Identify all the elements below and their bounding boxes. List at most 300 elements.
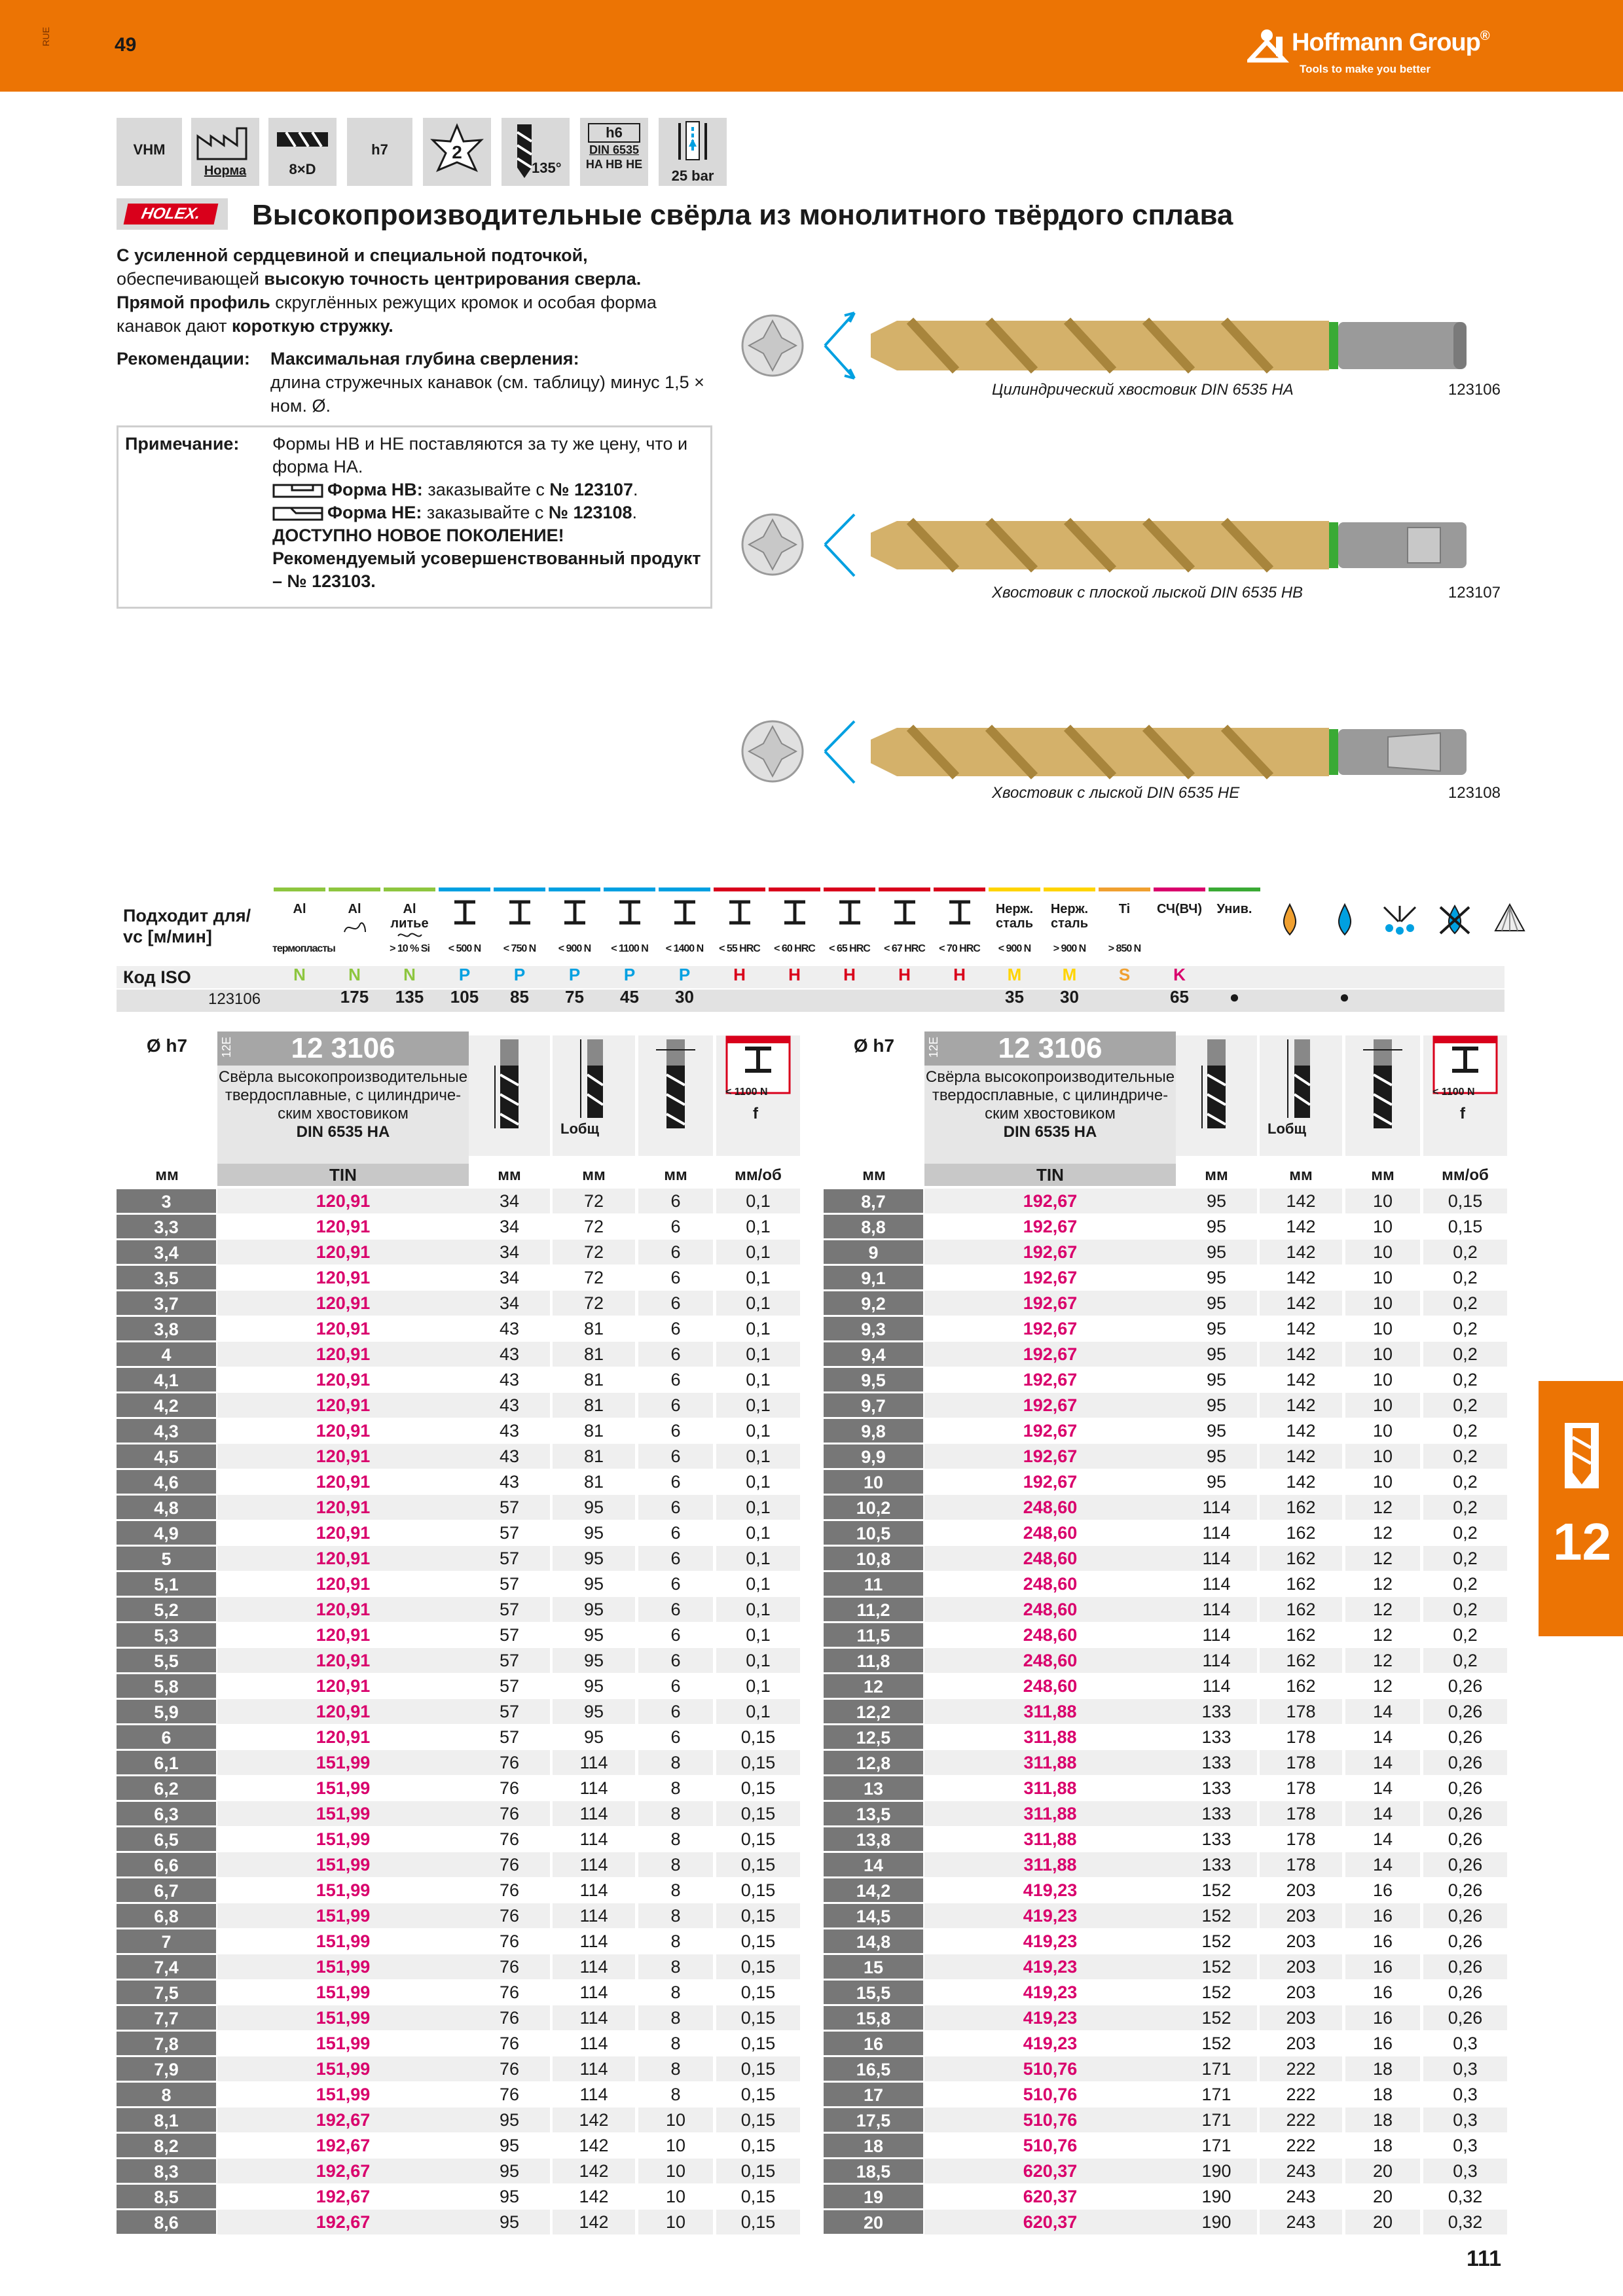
- value-cell: 0,2: [1423, 1240, 1507, 1265]
- table-row: [824, 1393, 1508, 1418]
- product-header: [217, 1031, 469, 1185]
- price-cell[interactable]: 151,99: [217, 1878, 469, 1903]
- price-cell[interactable]: 120,91: [217, 1444, 469, 1469]
- material-col-text: N: [348, 965, 361, 984]
- value-cell: 6: [638, 1291, 713, 1316]
- shank-din: DIN 6535: [589, 143, 640, 156]
- value-cell: 162: [1260, 1648, 1342, 1673]
- value-cell: 0,1: [716, 1674, 800, 1698]
- material-col: [1207, 888, 1262, 1016]
- price-cell[interactable]: 192,67: [217, 2133, 469, 2158]
- table-row: [117, 1418, 801, 1443]
- value-cell: 43: [469, 1418, 550, 1443]
- price-cell[interactable]: 419,23: [924, 1903, 1176, 1928]
- value-cell: 14: [1345, 1725, 1420, 1749]
- material-col-text: < 1100 N: [611, 943, 648, 954]
- value-cell: 0,15: [716, 2159, 800, 2183]
- desc-line: твердосплавные, с цилиндриче-: [932, 1086, 1169, 1104]
- price-cell[interactable]: 192,67: [924, 1265, 1176, 1290]
- table-row: [117, 1342, 801, 1367]
- value-cell: 72: [553, 1189, 635, 1213]
- air-icon: [1490, 902, 1529, 937]
- price-cell[interactable]: 120,91: [217, 1393, 469, 1418]
- value-cell: 6: [638, 1495, 713, 1520]
- diameter-cell: 7,5: [117, 1981, 216, 2004]
- shank-forms: HA HB HE: [585, 158, 643, 171]
- value-cell: 114: [553, 1750, 635, 1775]
- value-cell: 6: [638, 1546, 713, 1571]
- table-row: [117, 1623, 801, 1647]
- price-cell[interactable]: 620,37: [924, 2184, 1176, 2209]
- value-cell: 10: [1345, 1265, 1420, 1290]
- value-cell: 0,26: [1423, 1954, 1507, 1979]
- price-cell[interactable]: 192,67: [924, 1444, 1176, 1469]
- value-cell: 142: [1260, 1265, 1342, 1290]
- diameter-cell: 3,4: [117, 1240, 216, 1264]
- value-cell: 114: [553, 2005, 635, 2030]
- diameter-cell: 8,5: [117, 2185, 216, 2208]
- value-cell: 12: [1345, 1495, 1420, 1520]
- value-cell: 142: [553, 2133, 635, 2158]
- value-cell: 0,15: [716, 1801, 800, 1826]
- price-cell[interactable]: 311,88: [924, 1827, 1176, 1852]
- drill-hb-caption: Хвостовик с плоской лыской DIN 6535 HB: [992, 584, 1304, 601]
- diameter-cell: 7,8: [117, 2032, 216, 2055]
- value-cell: 34: [469, 1189, 550, 1213]
- value-cell: 133: [1176, 1750, 1257, 1775]
- material-col: [1372, 888, 1427, 1016]
- table-row: [117, 2108, 801, 2132]
- coolant-label: 25 bar: [671, 168, 714, 184]
- price-cell[interactable]: 151,99: [217, 1827, 469, 1852]
- material-col-text: S: [1118, 965, 1131, 984]
- value-cell: 114: [553, 2082, 635, 2107]
- price-cell[interactable]: 151,99: [217, 1980, 469, 2005]
- diameter-cell: 8: [117, 2083, 216, 2106]
- recommendation-bold: Максимальная глубина сверления:: [270, 349, 579, 368]
- oil-drop-icon: [1278, 902, 1302, 937]
- table-row: [117, 2082, 801, 2107]
- desc-line-2-bold: высокую точность центрирования сверла.: [264, 269, 642, 289]
- price-cell[interactable]: 248,60: [924, 1648, 1176, 1673]
- price-cell[interactable]: 120,91: [217, 1623, 469, 1647]
- value-cell: 6: [638, 1444, 713, 1469]
- value-cell: 0,1: [716, 1699, 800, 1724]
- price-cell[interactable]: 192,67: [217, 2108, 469, 2132]
- value-cell: 95: [553, 1648, 635, 1673]
- value-cell: 95: [1176, 1469, 1257, 1494]
- value-cell: 0,1: [716, 1444, 800, 1469]
- coating: TIN: [217, 1164, 469, 1186]
- price-cell[interactable]: 419,23: [924, 1954, 1176, 1979]
- price-cell[interactable]: 151,99: [217, 1929, 469, 1954]
- chapter-number: 12: [1553, 1513, 1611, 1571]
- price-cell[interactable]: 151,99: [217, 1801, 469, 1826]
- value-cell: 10: [1345, 1189, 1420, 1213]
- value-cell: 178: [1260, 1776, 1342, 1801]
- value-cell: 76: [469, 2005, 550, 2030]
- brand-tagline: Tools to make you better: [1300, 63, 1431, 75]
- price-cell[interactable]: 151,99: [217, 2056, 469, 2081]
- price-cell[interactable]: 120,91: [217, 1546, 469, 1571]
- brand-name: Hoffmann Group: [1292, 29, 1480, 56]
- value-cell: 0,2: [1423, 1393, 1507, 1418]
- value-cell: 0,1: [716, 1342, 800, 1367]
- value-cell: 142: [553, 2108, 635, 2132]
- price-cell[interactable]: 151,99: [217, 1776, 469, 1801]
- value-cell: 203: [1260, 2031, 1342, 2056]
- material-col-text: P: [678, 965, 691, 984]
- unit-label: мм/об: [1442, 1166, 1489, 1184]
- hoffmann-logo-icon: [1247, 27, 1293, 63]
- value-cell: 142: [1260, 1342, 1342, 1367]
- f-label: f: [753, 1105, 758, 1122]
- price-cell[interactable]: 192,67: [217, 2210, 469, 2234]
- diameter-cell: 18,5: [824, 2159, 923, 2183]
- shank-diameter-icon: [649, 1035, 702, 1134]
- price-cell[interactable]: 192,67: [924, 1291, 1176, 1316]
- table-row: [824, 1214, 1508, 1239]
- value-cell: 0,15: [716, 2056, 800, 2081]
- value-cell: 18: [1345, 2056, 1420, 2081]
- price-cell[interactable]: 120,91: [217, 1291, 469, 1316]
- value-cell: 6: [638, 1648, 713, 1673]
- table-row: [117, 1546, 801, 1571]
- point-angle-label: 135°: [532, 160, 562, 176]
- price-cell[interactable]: 311,88: [924, 1699, 1176, 1724]
- note-hb-label: Форма HB:: [327, 480, 423, 499]
- material-col: [602, 888, 657, 1016]
- diameter-cell: 7,9: [117, 2057, 216, 2081]
- value-cell: 57: [469, 1597, 550, 1622]
- price-cell[interactable]: 248,60: [924, 1571, 1176, 1596]
- diameter-cell: 11,2: [824, 1598, 923, 1621]
- desc-line-3-bold: Прямой профиль: [117, 293, 270, 312]
- price-cell[interactable]: 120,91: [217, 1597, 469, 1622]
- value-cell: 57: [469, 1648, 550, 1673]
- value-cell: 6: [638, 1571, 713, 1596]
- material-col-text: Al: [293, 902, 306, 916]
- diameter-cell: 9,7: [824, 1393, 923, 1417]
- value-cell: 0,1: [716, 1648, 800, 1673]
- table-row: [824, 1546, 1508, 1571]
- value-cell: 243: [1260, 2184, 1342, 2209]
- price-cell[interactable]: 120,91: [217, 1367, 469, 1392]
- value-cell: 171: [1176, 2082, 1257, 2107]
- value-cell: 0,2: [1423, 1520, 1507, 1545]
- table-row: [117, 1469, 801, 1494]
- diameter-cell: 14,8: [824, 1929, 923, 1953]
- value-cell: 114: [1176, 1520, 1257, 1545]
- value-cell: 0,1: [716, 1469, 800, 1494]
- value-cell: 6: [638, 1240, 713, 1265]
- param-icon-cell: [1345, 1035, 1420, 1156]
- price-cell[interactable]: 120,91: [217, 1265, 469, 1290]
- total-length-icon: [574, 1035, 613, 1134]
- flutes-icon: [423, 118, 491, 186]
- page-title: Высокопроизводительные свёрла из монолитного твёрдого сплава: [252, 199, 1233, 231]
- value-cell: 0,1: [716, 1623, 800, 1647]
- price-cell[interactable]: 510,76: [924, 2056, 1176, 2081]
- material-table: [117, 888, 1504, 1016]
- value-cell: 114: [1176, 1571, 1257, 1596]
- table-row: [117, 2133, 801, 2158]
- diameter-cell: 8,2: [117, 2134, 216, 2157]
- price-cell[interactable]: 192,67: [924, 1240, 1176, 1265]
- price-cell[interactable]: 120,91: [217, 1214, 469, 1239]
- value-cell: 95: [553, 1699, 635, 1724]
- product-tag: 12E: [220, 1036, 233, 1058]
- value-cell: 142: [1260, 1214, 1342, 1239]
- value-cell: 34: [469, 1214, 550, 1239]
- desc-line-4: канавок дают: [117, 316, 232, 336]
- price-cell[interactable]: 120,91: [217, 1571, 469, 1596]
- price-cell[interactable]: 311,88: [924, 1725, 1176, 1749]
- price-cell[interactable]: 510,76: [924, 2133, 1176, 2158]
- value-cell: 114: [553, 2031, 635, 2056]
- diameter-cell: 8,8: [824, 1215, 923, 1238]
- price-cell[interactable]: 620,37: [924, 2210, 1176, 2234]
- desc-line: DIN 6535 HA: [296, 1123, 390, 1141]
- force-label: < 1100 N: [725, 1086, 768, 1098]
- diameter-cell: 5,3: [117, 1623, 216, 1647]
- value-cell: 142: [1260, 1418, 1342, 1443]
- diameter-cell: 12,5: [824, 1725, 923, 1749]
- table-row: [824, 1291, 1508, 1316]
- table-row: [824, 1597, 1508, 1622]
- value-cell: 43: [469, 1393, 550, 1418]
- price-cell[interactable]: 120,91: [217, 1240, 469, 1265]
- diameter-cell: 4: [117, 1342, 216, 1366]
- al-chips-icon: [342, 918, 368, 937]
- price-cell[interactable]: 120,91: [217, 1520, 469, 1545]
- price-cell[interactable]: 248,60: [924, 1623, 1176, 1647]
- value-cell: 81: [553, 1316, 635, 1341]
- value-cell: 114: [553, 1980, 635, 2005]
- material-col-text: 175: [340, 987, 369, 1007]
- price-cell[interactable]: 151,99: [217, 1852, 469, 1877]
- param-icon-cell: [1176, 1035, 1257, 1156]
- value-cell: 57: [469, 1674, 550, 1698]
- diameter-cell: 7,7: [117, 2006, 216, 2030]
- price-cell[interactable]: 120,91: [217, 1495, 469, 1520]
- value-cell: 12: [1345, 1546, 1420, 1571]
- value-cell: 81: [553, 1444, 635, 1469]
- material-col-text: < 65 HRC: [829, 943, 870, 954]
- price-cell[interactable]: 151,99: [217, 1903, 469, 1928]
- price-cell[interactable]: 192,67: [924, 1342, 1176, 1367]
- value-cell: 0,15: [716, 1852, 800, 1877]
- material-icon: [117, 118, 182, 186]
- value-cell: 14: [1345, 1699, 1420, 1724]
- value-cell: 0,26: [1423, 1929, 1507, 1954]
- value-cell: 95: [1176, 1342, 1257, 1367]
- value-cell: 0,2: [1423, 1265, 1507, 1290]
- diameter-cell: 11,8: [824, 1649, 923, 1672]
- value-cell: 81: [553, 1418, 635, 1443]
- value-cell: 6: [638, 1674, 713, 1698]
- unit-label: мм/об: [735, 1166, 782, 1184]
- value-cell: 142: [1260, 1189, 1342, 1213]
- price-cell[interactable]: 419,23: [924, 2005, 1176, 2030]
- price-cell[interactable]: 120,91: [217, 1648, 469, 1673]
- material-col: [272, 888, 335, 1016]
- price-cell[interactable]: 120,91: [217, 1674, 469, 1698]
- price-cell[interactable]: 311,88: [924, 1852, 1176, 1877]
- value-cell: 0,2: [1423, 1495, 1507, 1520]
- unit-label: мм: [498, 1166, 521, 1184]
- table-row: [117, 1597, 801, 1622]
- value-cell: 114: [553, 1929, 635, 1954]
- price-cell[interactable]: 120,91: [217, 1316, 469, 1341]
- price-cell[interactable]: 620,37: [924, 2159, 1176, 2183]
- diameter-cell: 12: [824, 1674, 923, 1698]
- steel-beam-icon: [782, 899, 808, 925]
- table-row: [824, 1776, 1508, 1801]
- price-cell[interactable]: 151,99: [217, 2005, 469, 2030]
- value-cell: 16: [1345, 2031, 1420, 2056]
- value-cell: 152: [1176, 2031, 1257, 2056]
- price-cell[interactable]: 248,60: [924, 1495, 1176, 1520]
- value-cell: 95: [1176, 1240, 1257, 1265]
- value-cell: 43: [469, 1444, 550, 1469]
- price-cell[interactable]: 192,67: [924, 1316, 1176, 1341]
- value-cell: 0,1: [716, 1393, 800, 1418]
- material-col: [767, 888, 822, 1016]
- table-row: [117, 1674, 801, 1698]
- value-cell: 0,32: [1423, 2184, 1507, 2209]
- price-cell[interactable]: 192,67: [924, 1469, 1176, 1494]
- param-icon-cell: [1260, 1035, 1342, 1156]
- table-row: [117, 2210, 801, 2234]
- value-cell: 10: [638, 2159, 713, 2183]
- price-cell[interactable]: 120,91: [217, 1725, 469, 1749]
- price-cell[interactable]: 419,23: [924, 2031, 1176, 2056]
- drill-ha-caption: Цилиндрический хвостовик DIN 6535 HA: [992, 381, 1294, 399]
- value-cell: 0,2: [1423, 1623, 1507, 1647]
- price-cell[interactable]: 120,91: [217, 1469, 469, 1494]
- diameter-cell: 14,2: [824, 1878, 923, 1902]
- table-row: [824, 1623, 1508, 1647]
- price-cell[interactable]: 192,67: [924, 1214, 1176, 1239]
- price-cell[interactable]: 120,91: [217, 1418, 469, 1443]
- material-col: [1042, 888, 1097, 1016]
- value-cell: 0,26: [1423, 1801, 1507, 1826]
- price-cell[interactable]: 311,88: [924, 1750, 1176, 1775]
- price-cell[interactable]: 311,88: [924, 1776, 1176, 1801]
- price-cell[interactable]: 248,60: [924, 1546, 1176, 1571]
- value-cell: 16: [1345, 2005, 1420, 2030]
- material-col-text: H: [733, 965, 746, 984]
- material-col-text: P: [568, 965, 581, 984]
- price-cell[interactable]: 510,76: [924, 2108, 1176, 2132]
- value-cell: 0,2: [1423, 1367, 1507, 1392]
- value-cell: 190: [1176, 2184, 1257, 2209]
- value-cell: 133: [1176, 1699, 1257, 1724]
- price-cell[interactable]: 419,23: [924, 1980, 1176, 2005]
- price-cell[interactable]: 151,99: [217, 2082, 469, 2107]
- value-cell: 162: [1260, 1495, 1342, 1520]
- diameter-cell: 20: [824, 2210, 923, 2234]
- material-col: [987, 888, 1042, 1016]
- price-cell[interactable]: 151,99: [217, 1750, 469, 1775]
- diameter-cell: 4,3: [117, 1419, 216, 1443]
- price-cell[interactable]: 192,67: [924, 1189, 1176, 1213]
- price-cell[interactable]: 419,23: [924, 1878, 1176, 1903]
- value-cell: 8: [638, 1852, 713, 1877]
- value-cell: 222: [1260, 2056, 1342, 2081]
- price-cell[interactable]: 311,88: [924, 1801, 1176, 1826]
- price-cell[interactable]: 120,91: [217, 1342, 469, 1367]
- desc-line-3: скруглённых режущих кромок и особая форма: [270, 293, 657, 312]
- diameter-cell: 9,8: [824, 1419, 923, 1443]
- price-cell[interactable]: 192,67: [217, 2159, 469, 2183]
- value-cell: 0,15: [716, 2031, 800, 2056]
- value-cell: 0,1: [716, 1240, 800, 1265]
- value-cell: 171: [1176, 2108, 1257, 2132]
- price-cell[interactable]: 192,67: [924, 1418, 1176, 1443]
- value-cell: 152: [1176, 1903, 1257, 1928]
- value-cell: 0,1: [716, 1367, 800, 1392]
- price-cell[interactable]: 151,99: [217, 1954, 469, 1979]
- table-row: [117, 1444, 801, 1469]
- steel-beam-icon: [617, 899, 643, 925]
- material-col-text: Al литье: [390, 902, 429, 931]
- value-cell: 114: [553, 1827, 635, 1852]
- value-cell: 0,1: [716, 1571, 800, 1596]
- material-col-text: 35: [1005, 987, 1024, 1007]
- table-row: [117, 1725, 801, 1749]
- price-cell[interactable]: 120,91: [217, 1699, 469, 1724]
- material-col: [1317, 888, 1372, 1016]
- value-cell: 8: [638, 1903, 713, 1928]
- diameter-cell: 5: [117, 1547, 216, 1570]
- price-cell[interactable]: 510,76: [924, 2082, 1176, 2107]
- price-cell[interactable]: 192,67: [217, 2184, 469, 2209]
- value-cell: 8: [638, 1827, 713, 1852]
- price-cell[interactable]: 192,67: [924, 1367, 1176, 1392]
- price-cell[interactable]: 419,23: [924, 1929, 1176, 1954]
- value-cell: 0,15: [716, 1827, 800, 1852]
- value-cell: 12: [1345, 1648, 1420, 1673]
- material-col-text: K: [1173, 965, 1186, 984]
- diameter-cell: 7: [117, 1929, 216, 1953]
- table-row: [824, 1444, 1508, 1469]
- value-cell: 81: [553, 1367, 635, 1392]
- table-row: [117, 1214, 801, 1239]
- price-cell[interactable]: 120,91: [217, 1189, 469, 1213]
- value-cell: 43: [469, 1342, 550, 1367]
- value-cell: 12: [1345, 1520, 1420, 1545]
- diameter-cell: 6,8: [117, 1904, 216, 1928]
- f-label: f: [1460, 1105, 1465, 1122]
- price-cell[interactable]: 151,99: [217, 2031, 469, 2056]
- price-cell[interactable]: 192,67: [924, 1393, 1176, 1418]
- table-row: [824, 1878, 1508, 1903]
- value-cell: 14: [1345, 1750, 1420, 1775]
- table-row: [824, 2133, 1508, 2158]
- value-cell: 8: [638, 1980, 713, 2005]
- value-cell: 162: [1260, 1520, 1342, 1545]
- value-cell: 95: [1176, 1214, 1257, 1239]
- value-cell: 114: [1176, 1597, 1257, 1622]
- price-cell[interactable]: 248,60: [924, 1674, 1176, 1698]
- value-cell: 10: [1345, 1291, 1420, 1316]
- value-cell: 0,26: [1423, 1878, 1507, 1903]
- drill-he-caption: Хвостовик с лыской DIN 6535 HE: [992, 784, 1240, 802]
- price-cell[interactable]: 248,60: [924, 1520, 1176, 1545]
- price-cell[interactable]: 248,60: [924, 1597, 1176, 1622]
